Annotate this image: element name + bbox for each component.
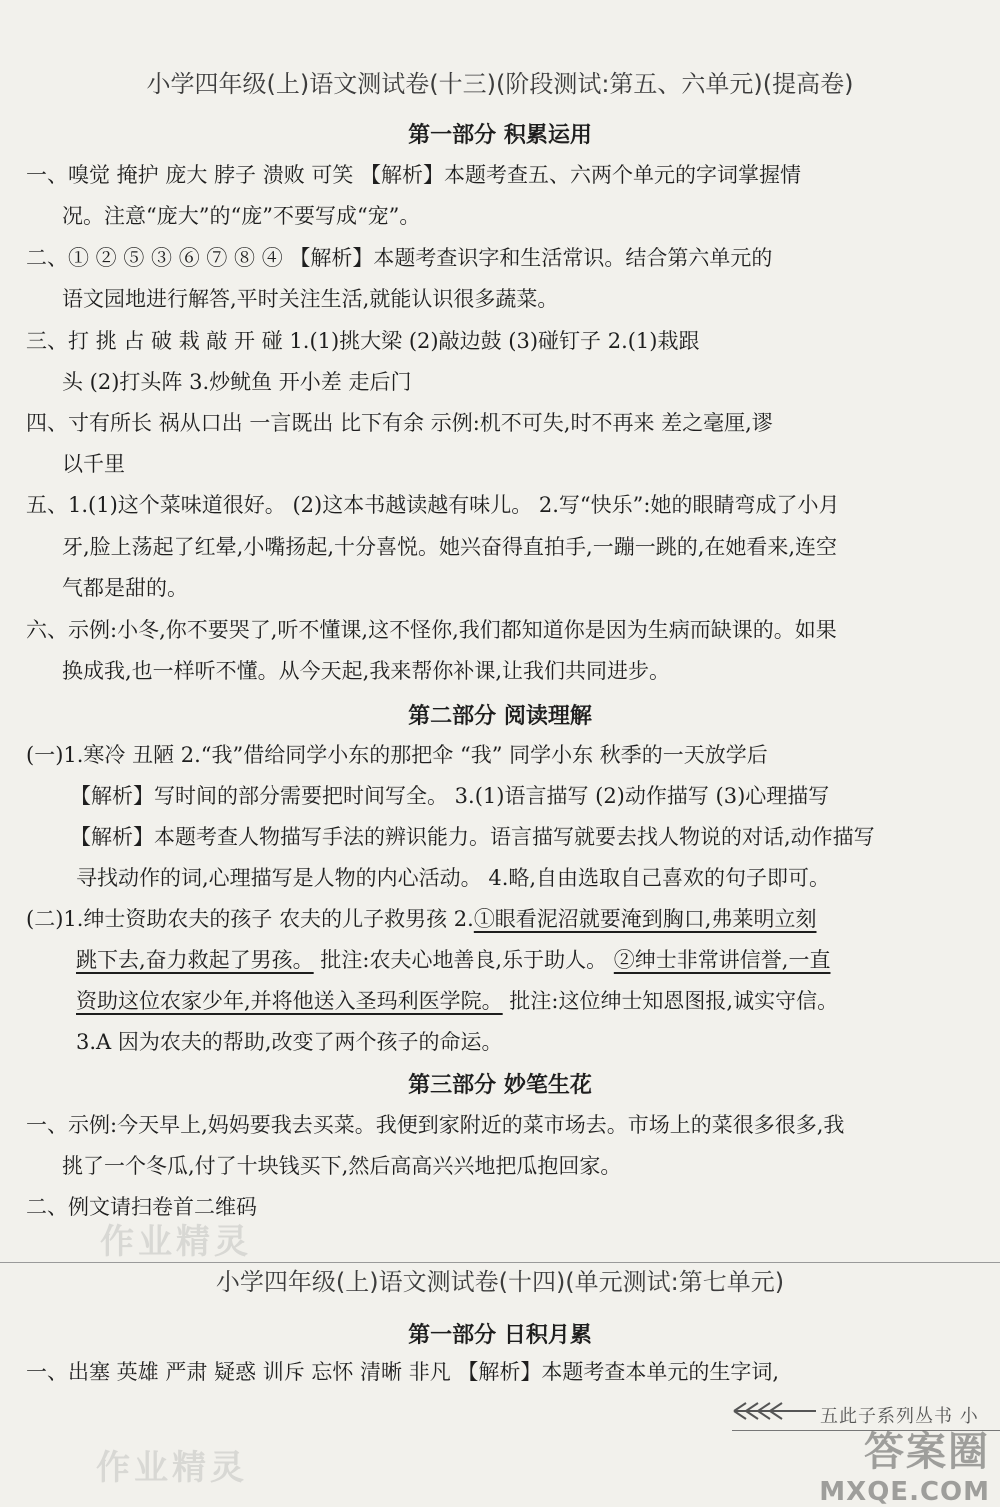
p2-line-6-annotation: 批注:农夫心地善良,乐于助人。 [313,948,614,972]
site-watermark-bottom: MXQE.COM [819,1477,990,1507]
test-14-title: 小学四年级(上)语文测试卷(十四)(单元测试:第七单元) [215,1268,785,1296]
p2-line-8: 3.A 因为农夫的帮助,改变了两个孩子的命运。 [76,1030,503,1054]
part1-heading: 第一部分 积累运用 [408,123,592,148]
p2-line-6-underlined-a: 跳下去,奋力救起了男孩。 [76,948,314,972]
t14-line-1: 一、出塞 英雄 严肃 疑惑 训斥 忘怀 清晰 非凡 【解析】本题考查本单元的生字词, [26,1360,780,1384]
p1-line-13: 换成我,也一样听不懂。从今天起,我来帮你补课,让我们共同进步。 [62,659,671,683]
p1-line-10: 牙,脸上荡起了红晕,小嘴扬起,十分喜悦。她兴奋得直拍手,一蹦一跳的,在她看来,连空 [62,535,838,559]
p2-line-7-underlined: 资助这位农家少年,并将他送入圣玛利医学院。 [76,989,503,1013]
p2-line-1: (一)1.寒冷 丑陋 2.“我”借给同学小东的那把伞 “我” 同学小东 秋季的一天放学后 [26,743,768,767]
test-13-title: 小学四年级(上)语文测试卷(十三)(阶段测试:第五、六单元)(提高卷) [146,70,854,98]
part2-heading: 第二部分 阅读理解 [408,704,592,729]
p2-line-6-underlined-b: ②绅士非常讲信誉,一直 [613,948,831,972]
test14-part1-heading: 第一部分 日积月累 [408,1323,592,1348]
p1-line-8: 以千里 [62,452,125,476]
p1-line-7: 四、寸有所长 祸从口出 一言既出 比下有余 示例:机不可失,时不再来 差之毫厘,谬 [26,411,773,435]
arrow-icon [732,1399,818,1423]
series-label: 五此子系列丛书 小 [820,1406,979,1427]
p2-line-2: 【解析】写时间的部分需要把时间写全。 3.(1)语言描写 (2)动作描写 (3)心理描写 [70,784,830,808]
part3-heading: 第三部分 妙笔生花 [408,1073,592,1098]
p1-line-3: 二、① ② ⑤ ③ ⑥ ⑦ ⑧ ④ 【解析】本题考查识字和生活常识。结合第六单元的 [26,246,773,270]
site-watermark [819,1420,990,1507]
p3-line-2: 挑了一个冬瓜,付了十块钱买下,然后高高兴兴地把瓜抱回家。 [62,1154,622,1178]
p3-line-3: 二、例文请扫卷首二维码 [26,1195,257,1219]
site-watermark-top: 答案圈 [864,1429,990,1475]
p1-line-1: 一、嗅觉 掩护 庞大 脖子 溃败 可笑 【解析】本题考查五、六两个单元的字词掌握情 [26,163,802,187]
p3-line-1: 一、示例:今天早上,妈妈要我去买菜。我便到家附近的菜市场去。市场上的菜很多很多,我 [26,1113,845,1137]
p1-line-4: 语文园地进行解答,平时关注生活,就能认识很多蔬菜。 [62,287,559,311]
p1-line-12: 六、示例:小冬,你不要哭了,听不懂课,这不怪你,我们都知道你是因为生病而缺课的。如果 [26,618,837,642]
watermark-1: 作业精灵 [100,1222,252,1262]
p1-line-9: 五、1.(1)这个菜味道很好。 (2)这本书越读越有味儿。 2.写“快乐”:她的眼睛弯成了小月 [26,493,840,517]
p1-line-5: 三、打 挑 占 破 栽 敲 开 碰 1.(1)挑大梁 (2)敲边鼓 (3)碰钉子 2.(1)栽跟 [26,329,700,353]
p2-line-3: 【解析】本题考查人物描写手法的辨识能力。语言描写就要去找人物说的对话,动作描写 [70,825,875,849]
p1-line-2: 况。注意“庞大”的“庞”不要写成“宠”。 [62,204,421,228]
watermark-2: 作业精灵 [96,1448,248,1488]
p2-line-6 [76,945,830,975]
p2-line-5-underlined: ①眼看泥沼就要淹到胸口,弗莱明立刻 [473,907,817,931]
p1-line-11: 气都是甜的。 [62,576,188,600]
p2-line-5-text: (二)1.绅士资助农夫的孩子 农夫的儿子救男孩 2. [26,907,474,931]
p1-line-6: 头 (2)打头阵 3.炒鱿鱼 开小差 走后门 [62,370,412,394]
p2-line-7 [76,986,838,1016]
p2-line-5 [26,904,817,934]
p2-line-7-annotation: 批注:这位绅士知恩图报,诚实守信。 [502,989,839,1013]
p2-line-4: 寻找动作的词,心理描写是人物的内心活动。 4.略,自由选取自己喜欢的句子即可。 [76,866,831,890]
